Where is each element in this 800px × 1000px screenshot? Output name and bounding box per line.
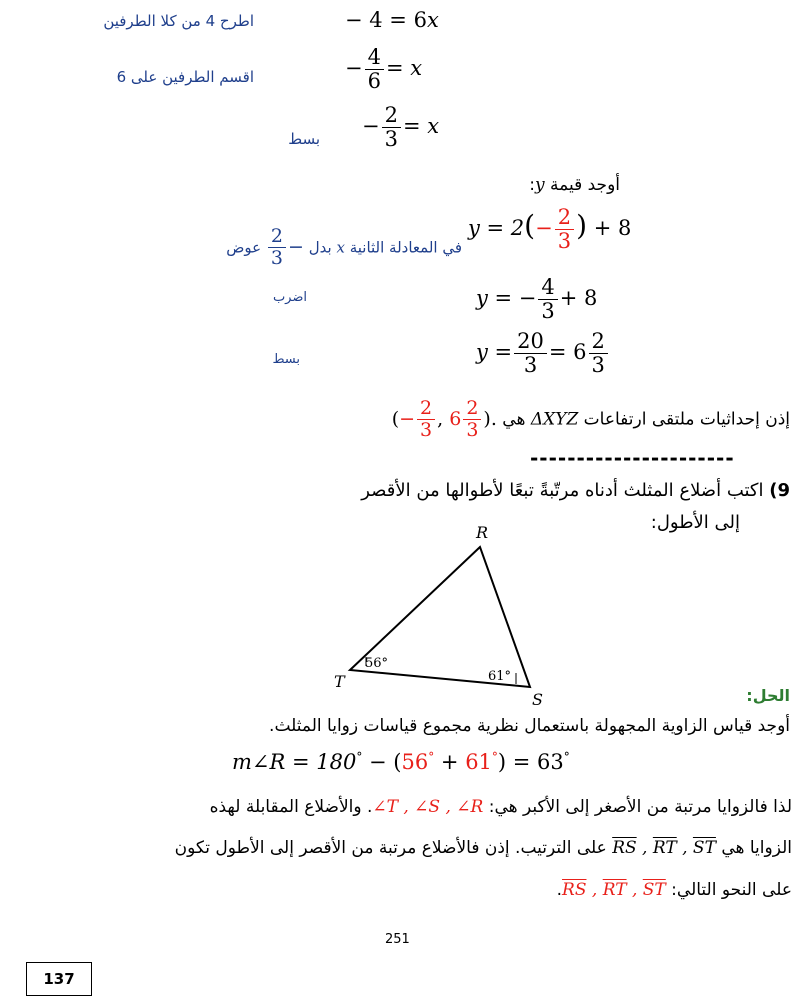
step-note-subtract: اطرح 4 من كلا الطرفين	[103, 12, 254, 30]
variable-x: x	[427, 114, 440, 138]
angle-t-label: 56°	[365, 656, 389, 671]
vertex-s-label: S	[532, 690, 543, 709]
fraction: $\frac{2}{3}$	[382, 104, 401, 151]
variable-x: x	[410, 56, 423, 80]
solution-line1: أوجد قياس الزاوية المجهولة باستعمال نظرية مجموع قياسات زوايا المثلث.	[269, 716, 790, 736]
conclusion-line: إذن إحداثيات ملتقى ارتفاعات ΔXYZ هي (− $\frac{2}{3}$ , 6 $\frac{2}{3}$ ).	[391, 397, 790, 441]
order-line2: الزوايا هي $\overline{RS}$ , $\overline{RT}$ , $\overline{ST}$ على الترتيب. إذن فالأضلاع مرتبة من الأقصر إلى الأطول تكون	[174, 838, 792, 858]
triangle-rst-diagram	[320, 515, 580, 709]
sides-opposite: $\overline{RS}$ , $\overline{RT}$ , $\overline{ST}$	[612, 838, 716, 858]
minus-sign: −	[345, 56, 363, 80]
minus-sign: −	[362, 114, 380, 138]
vertex-r-label: R	[476, 523, 489, 542]
equation-lhs: − 4 = 6	[345, 8, 427, 32]
multiply-note: اضرب	[272, 290, 307, 305]
equation-multiply: y = − $\frac{4}{3}$ + 8	[476, 275, 598, 323]
equation-simplify: y = $\frac{20}{3}$ = 6 $\frac{2}{3}$	[476, 330, 610, 377]
simplify-note: بسط	[272, 352, 300, 367]
equation-step-1	[345, 8, 439, 32]
fraction: $\frac{4}{6}$	[365, 46, 384, 93]
angle-sum-equation: m∠R = 180° − (56° + 61°) = 63°	[232, 750, 570, 774]
orthocenter-coordinates: (− $\frac{2}{3}$ , 6 $\frac{2}{3}$ ).	[391, 397, 497, 441]
angles-order: ∠T , ∠S , ∠R	[372, 797, 484, 817]
page-number-center: 251	[385, 932, 410, 947]
sides-order: $\overline{RS}$ , $\overline{RT}$ , $\overline{ST}$	[562, 880, 666, 900]
equation-substitute: y = 2(− $\frac{2}{3}$ ) + 8	[468, 205, 632, 253]
separator-dashes: ----------------------	[530, 446, 735, 470]
step-note-simplify: بسط	[288, 130, 320, 148]
page-number-box: 137	[26, 962, 92, 996]
substitute-note: في المعادلة الثانية x بدل − $\frac{2}{3}$ عوض	[226, 225, 462, 269]
equation-step-3	[362, 104, 439, 151]
problem-9-line2: إلى الأطول:	[650, 512, 740, 533]
order-line3: على النحو التالي: $\overline{RS}$ , $\overline{RT}$ , $\overline{ST}$.	[556, 880, 792, 900]
equation-step-2	[345, 46, 422, 93]
problem-9-line1: 9) اكتب أضلاع المثلث أدناه مرتّبةً تبعًا لأطوالها من الأقصر	[361, 480, 790, 501]
solution-label: الحل:	[746, 686, 790, 705]
angle-s-label: 61°	[488, 669, 512, 684]
problem-number: 9)	[769, 480, 790, 501]
equals: =	[402, 114, 428, 138]
variable-x: x	[426, 8, 439, 32]
order-line1: لذا فالزوايا مرتبة من الأصغر إلى الأكبر هي: ∠T , ∠S , ∠R. والأضلاع المقابلة لهذه	[209, 797, 792, 817]
vertex-t-label: T	[334, 672, 345, 691]
step-note-divide: اقسم الطرفين على 6	[116, 68, 254, 86]
find-y-heading: أوجد قيمة y:	[529, 175, 620, 195]
equals: =	[385, 56, 411, 80]
